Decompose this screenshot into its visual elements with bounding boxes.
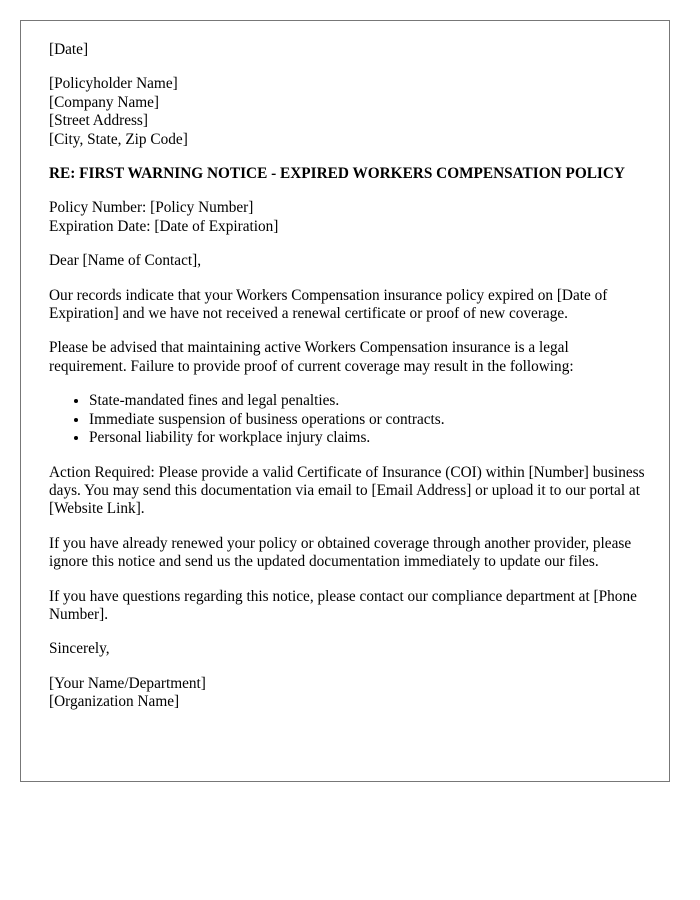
paragraph-questions: If you have questions regarding this notice, please contact our compliance department at [Phone Number]. (49, 587, 637, 623)
recipient-city-state-zip: [City, State, Zip Code] (49, 130, 188, 148)
paragraph-records: Our records indicate that your Workers Compensation insurance policy expired on [Date of Expiration] and we have not received a renewal certificate or proof of new coverage. (49, 286, 608, 323)
letter-date: [Date] (49, 41, 89, 58)
salutation: Dear [Name of Contact], (49, 252, 202, 270)
date-line (49, 41, 649, 59)
recipient-name: [Policyholder Name] (49, 75, 178, 93)
closing: Sincerely, (49, 640, 110, 658)
list-item: • Immediate suspension of business operations or contracts. (89, 411, 649, 429)
recipient-street: [Street Address] (49, 112, 148, 130)
paragraph-action-required: Action Required: Please provide a valid Certificate of Insurance (COI) within [Number] business days. You may send this documentation via email to [Email Address] or upload it to our portal at [Website Link]. (49, 463, 645, 518)
policy-details (49, 199, 649, 236)
letter-page (20, 20, 670, 782)
paragraph-advised: Please be advised that maintaining active Workers Compensation insurance is a legal requirement. Failure to provide proof of current coverage may result in the following: (49, 339, 574, 375)
paragraph-already-renewed: If you have already renewed your policy or obtained coverage through another provider, please ignore this notice and send us the updated documentation immediately to update our files. (49, 534, 632, 571)
list-item: • Personal liability for workplace injury claims. (89, 429, 649, 447)
signature-name: [Your Name/Department] (49, 674, 206, 692)
policy-number: Policy Number: [Policy Number] (49, 199, 254, 217)
consequences-list (49, 392, 649, 447)
recipient-address (49, 75, 649, 149)
list-item: • State-mandated fines and legal penalties. (89, 392, 649, 410)
subject-line: RE: FIRST WARNING NOTICE - EXPIRED WORKERS COMPENSATION POLICY (49, 165, 625, 183)
recipient-company: [Company Name] (49, 93, 160, 111)
signature-block (49, 675, 649, 712)
signature-organization: [Organization Name] (49, 693, 180, 711)
policy-expiration: Expiration Date: [Date of Expiration] (49, 217, 279, 235)
